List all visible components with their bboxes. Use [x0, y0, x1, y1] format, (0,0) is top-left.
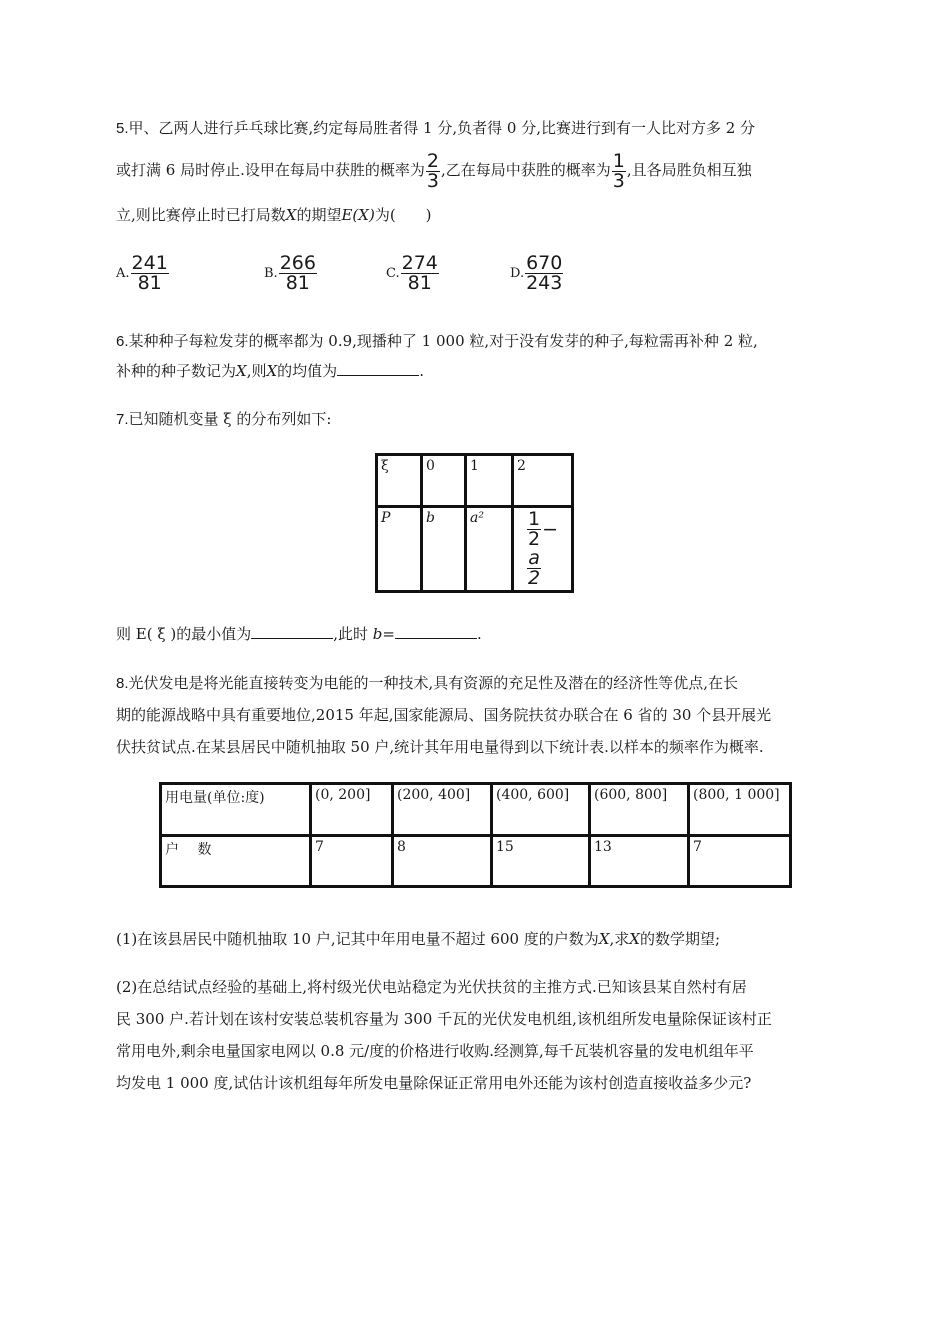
q5-line2: 或打满 6 局时停止.设甲在每局中获胜的概率为 $\frac{2}{3}$ ,乙在每局中获胜的概率为 $\frac{1}{3}$ ,且各局胜负相互独 — [116, 149, 752, 192]
q5-option-b[interactable]: B. $\frac{266}{81}$ — [264, 252, 316, 294]
table-cell: 户 数 — [161, 836, 311, 887]
q7-distribution-table — [375, 453, 574, 593]
table-cell: a² — [466, 507, 513, 592]
table-cell: 8 — [393, 836, 492, 887]
q6-number: 6. — [116, 333, 129, 350]
q5-option-d[interactable]: D. $\frac{670}{243}$ — [510, 252, 563, 294]
table-header: (600, 800] — [590, 784, 689, 836]
table-cell: b — [422, 507, 466, 592]
table-cell: 7 — [689, 836, 791, 887]
q6-answer-blank[interactable] — [337, 361, 419, 376]
q5-line1: 5.甲、乙两人进行乒乓球比赛,约定每局胜者得 1 分,负者得 0 分,比赛进行到有一人比对方多 2 分 — [116, 119, 756, 137]
table-cell: 7 — [311, 836, 393, 887]
table-row — [377, 455, 573, 507]
q8-number: 8. — [116, 675, 129, 692]
q7-min-blank[interactable] — [251, 624, 333, 639]
table-row — [161, 784, 791, 836]
table-cell: 1 — [466, 455, 513, 507]
q8-line2: 期的能源战略中具有重要地位,2015 年起,国家能源局、国务院扶贫办联合在 6 省的 30 个县开展光 — [116, 706, 772, 724]
q5-line3: 立,则比赛停止时已打局数X的期望E(X)为( ) — [116, 206, 432, 224]
q5-number: 5. — [116, 120, 129, 137]
table-cell: 13 — [590, 836, 689, 887]
q8-part2-line3: 常用电外,剩余电量国家电网以 0.8 元/度的价格进行收购.经测算,每千瓦装机容量的发电机组年平 — [116, 1042, 754, 1060]
q7-intro: 7.已知随机变量 ξ 的分布列如下: — [116, 410, 332, 428]
q8-part2-line4: 均发电 1 000 度,试估计该机组每年所发电量除保证正常用电外还能为该村创造直接收益多少元? — [116, 1074, 752, 1092]
table-header: (800, 1 000] — [689, 784, 791, 836]
table-cell: 2 — [513, 455, 573, 507]
q5-option-a[interactable]: A. $\frac{241}{81}$ — [116, 252, 168, 294]
q7-b-blank[interactable] — [395, 624, 477, 639]
q5-fraction-b: $\frac{1}{3}$ — [612, 149, 625, 192]
table-cell: 0 — [422, 455, 466, 507]
q5-option-c[interactable]: C. $\frac{274}{81}$ — [386, 252, 438, 294]
table-row — [377, 507, 573, 592]
q8-part2-line2: 民 300 户.若计划在该村安装总装机容量为 300 千瓦的光伏发电机组,该机组所发电量除保证该村正 — [116, 1010, 772, 1028]
q6-line2: 补种的种子数记为X,则X的均值为 . — [116, 362, 424, 380]
table-header: 用电量(单位:度) — [161, 784, 311, 836]
table-cell: ξ — [377, 455, 422, 507]
table-header: (400, 600] — [492, 784, 590, 836]
table-header: (0, 200] — [311, 784, 393, 836]
q8-line3: 伏扶贫试点.在某县居民中随机抽取 50 户,统计其年用电量得到以下统计表.以样本的频率作为概率. — [116, 738, 764, 756]
table-cell: P — [377, 507, 422, 592]
q8-usage-table — [159, 782, 792, 888]
q7-number: 7. — [116, 411, 129, 428]
q8-part1: (1)在该县居民中随机抽取 10 户,记其中年用电量不超过 600 度的户数为X,求X的数学期望; — [116, 930, 721, 948]
table-cell: 15 — [492, 836, 590, 887]
q6-line1: 6.某种种子每粒发芽的概率都为 0.9,现播种了 1 000 粒,对于没有发芽的种子,每粒需再补种 2 粒, — [116, 332, 758, 350]
table-row — [161, 836, 791, 887]
q5-fraction-a: $\frac{2}{3}$ — [426, 149, 439, 192]
table-cell-expression: $\frac{1}{2}$ − $\frac{a}{2}$ — [513, 507, 573, 592]
table-header: (200, 400] — [393, 784, 492, 836]
q7-question: 则 E( ξ )的最小值为 ,此时 b= . — [116, 625, 482, 643]
q8-part2-line1: (2)在总结试点经验的基础上,将村级光伏电站稳定为光伏扶贫的主推方式.已知该县某自然村有居 — [116, 978, 747, 996]
q8-line1: 8.光伏发电是将光能直接转变为电能的一种技术,具有资源的充足性及潜在的经济性等优点,在长 — [116, 674, 739, 692]
